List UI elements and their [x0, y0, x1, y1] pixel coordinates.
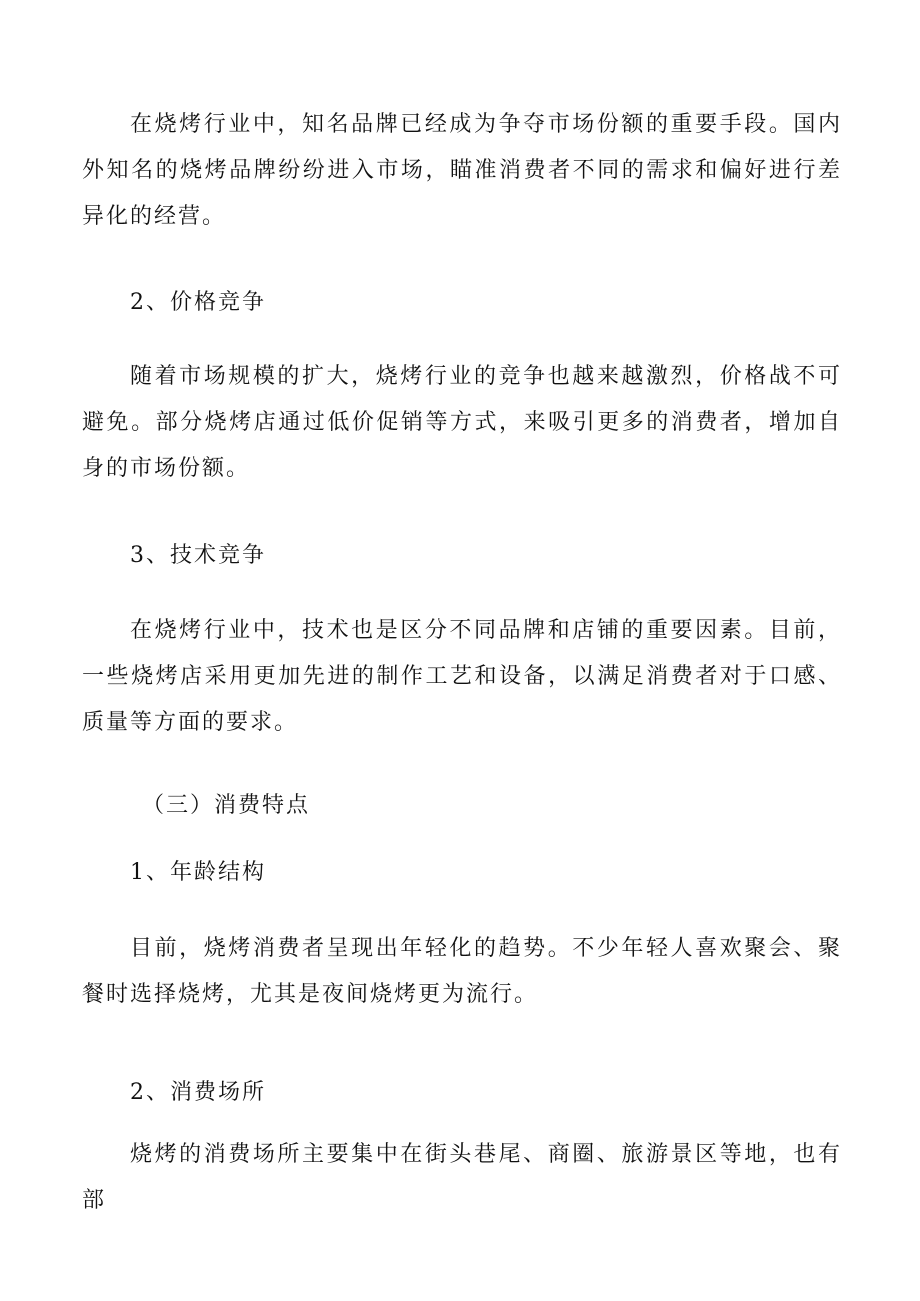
paragraph-consumption-venues: 烧烤的消费场所主要集中在街头巷尾、商圈、旅游景区等地，也有部 [82, 1142, 842, 1213]
paragraph-price-competition: 随着市场规模的扩大，烧烤行业的竞争也越来越激烈，价格战不可避免。部分烧烤店通过低价促销等方式，来吸引更多的消费者，增加自身的市场份额。 [82, 364, 842, 481]
subsection-consumption-features: （三）消费特点 [142, 793, 311, 818]
heading-age-structure: 1、年龄结构 [130, 860, 266, 885]
heading-technology-competition: 3、技术竞争 [130, 543, 266, 568]
paragraph-age-structure: 目前，烧烤消费者呈现出年轻化的趋势。不少年轻人喜欢聚会、聚餐时选择烧烤，尤其是夜间烧烤更为流行。 [82, 936, 842, 1007]
paragraph-technology-competition: 在烧烤行业中，技术也是区分不同品牌和店铺的重要因素。目前，一些烧烤店采用更加先进的制作工艺和设备，以满足消费者对于口感、质量等方面的要求。 [82, 618, 842, 735]
paragraph-brand-competition: 在烧烤行业中，知名品牌已经成为争夺市场份额的重要手段。国内外知名的烧烤品牌纷纷进入市场，瞄准消费者不同的需求和偏好进行差异化的经营。 [82, 112, 842, 229]
heading-consumption-venues: 2、消费场所 [130, 1080, 266, 1105]
heading-price-competition: 2、价格竞争 [130, 290, 266, 315]
